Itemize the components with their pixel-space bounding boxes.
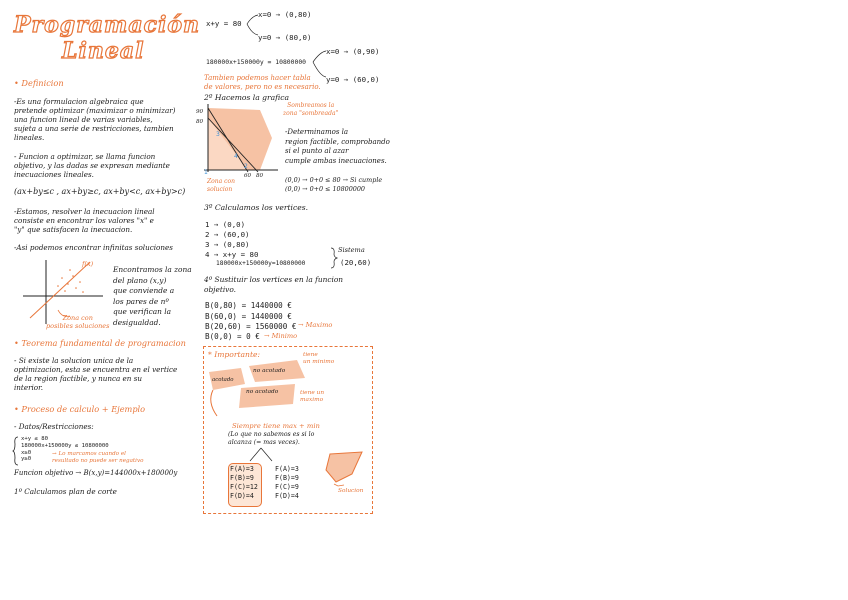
feasible-text: -Determinamos la region factible, comprobando si el punto al azar cumple ambas inecuaciones. [285, 128, 390, 165]
zone-label: Zona con posibles soluciones [46, 314, 110, 330]
svg-text:3: 3 [216, 131, 220, 138]
solution-polygon-sketch [322, 448, 368, 492]
page-title-line2: Lineal [62, 38, 145, 64]
axis-x80: 80 [256, 173, 264, 179]
f-right-3: F(C)=9 [275, 483, 299, 491]
step4: 4º Sustituir los vertices en la funcion objetivo. [204, 275, 344, 294]
feasible-region-graph [200, 104, 280, 176]
vertex-4: 4 → x+y = 80 [205, 250, 259, 259]
inequalities: (ax+by≤c , ax+by≥c, ax+by<c, ax+by>c) [14, 187, 186, 196]
acotado-label: acotado [212, 377, 234, 383]
siempre-label: Siempre tiene max + min [232, 422, 320, 430]
step3: 3º Calculamos los vertices. [204, 203, 309, 212]
system-label: Sistema [338, 246, 365, 254]
axis-y80: 80 [196, 119, 204, 125]
data-heading: - Datos/Restricciones: [14, 422, 94, 431]
branch-arrows [244, 447, 278, 463]
brace-icon [13, 436, 19, 466]
no-acotado-2: no acotado [246, 389, 279, 395]
eq1-a: x=0 → (0,80) [258, 10, 312, 19]
check-text: (0,0) → 0+0 ≤ 80 → Si cumple (0,0) → 0+0 ≤ 10800000 [285, 176, 383, 193]
axis-x60: 60 [244, 173, 252, 179]
siempre-sub: (Lo que no sabemos es si lo alcanza (= mas veces). [228, 431, 315, 446]
svg-text:2: 2 [244, 163, 248, 170]
theorem-heading: • Teorema fundamental de programacion [14, 338, 186, 348]
constraints: x+y ≤ 80 180000x+150000y ≤ 10800000 x≥0 y≥0 [21, 436, 109, 463]
solve-text: -Estamos, resolver la inecuacion lineal consiste en encontrar los valores "x" e "y" que satisfacen la inecuacion. [14, 207, 155, 234]
function-text: - Funcion a optimizar, se llama funcion objetivo, y las dadas se expresan mediante inecuaciones lineales. [14, 152, 170, 179]
definition-heading: • Definicion [14, 78, 64, 88]
shade-label: Sombreamos la zona "sombreada" [283, 102, 339, 117]
important-heading: * Importante: [208, 350, 261, 359]
system-result: (20,60) [340, 258, 372, 267]
constraints-note: → Lo marcamos cuando el resultado no puede ser negativo [52, 451, 144, 464]
step1: 1º Calculamos plan de corte [14, 487, 117, 496]
f-right-2: F(B)=9 [275, 474, 299, 482]
eq2-b: y=0 → (60,0) [326, 75, 380, 84]
result-3: B(20,60) = 1560000 € [205, 322, 297, 331]
eq2-a: x=0 → (0,90) [326, 47, 380, 56]
no-acotado-1: no acotado [253, 368, 286, 374]
infinite-text: -Asi podemos encontrar infinitas soluciones [14, 243, 173, 252]
f-right-4: F(D)=4 [275, 492, 299, 500]
f-left-2: F(B)=9 [230, 474, 254, 482]
step2: 2º Hacemos la grafica [204, 93, 290, 102]
minimo-label: → Minimo [264, 332, 298, 340]
eq1-b: y=0 → (80,0) [258, 33, 312, 42]
f-left-4: F(D)=4 [230, 492, 254, 500]
tiene-maximo: tiene un maximo [300, 390, 325, 403]
region-text: Encontramos la zona del plano (x,y) que conviende a los pares de nº que verifican la desigualdad. [113, 265, 192, 327]
objective-function: Funcion objetivo → B(x,y)=144000x+180000y [14, 469, 178, 477]
process-heading: • Proceso de calculo + Ejemplo [14, 404, 146, 414]
vertex-1: 1 → (0,0) [205, 220, 246, 229]
system-brace-icon [330, 247, 338, 269]
maximo-label: → Maximo [298, 321, 333, 329]
definition-text: -Es una formulacion algebraica que pretende optimizar (maximizar o minimizar) una funcion lineal de varias variables, sujeta a una serie de restricciones, tambien lineales. [14, 97, 176, 142]
page-title-line1: Programación [14, 12, 200, 38]
result-4: B(0,0) = 0 € [205, 332, 260, 341]
svg-text:1: 1 [204, 169, 208, 176]
f-right-1: F(A)=3 [275, 465, 299, 473]
tiene-minimo: tiene un minimo [303, 352, 335, 365]
solucion-label: Solucion [338, 488, 364, 494]
f-left-1: F(A)=3 [230, 465, 254, 473]
eq2: 180000x+150000y = 10800000 [206, 58, 307, 66]
arrows-eq1 [246, 12, 260, 38]
f-left-3: F(C)=12 [230, 483, 258, 491]
vertex-2: 2 → (60,0) [205, 230, 250, 239]
result-2: B(60,0) = 1440000 € [205, 312, 292, 321]
zone-solution-label: Zona con solucion [207, 178, 235, 193]
vertex-3: 3 → (0,80) [205, 240, 250, 249]
eq1: x+y = 80 [206, 19, 242, 28]
table-note: Tambien podemos hacer tabla de valores, pero no es necesario. [204, 74, 321, 91]
axis-y90: 90 [196, 109, 204, 115]
svg-text:4: 4 [234, 153, 238, 160]
result-1: B(0,80) = 1440000 € [205, 301, 292, 310]
graph-fx-label: f(x) [82, 260, 94, 268]
theorem-text: - Si existe la solucion unica de la optimizacion, esta se encuentra en el vertice de la region factible, y nunca en su interior. [14, 356, 178, 392]
system-line: 180000x+150000y=10800000 [216, 260, 306, 267]
